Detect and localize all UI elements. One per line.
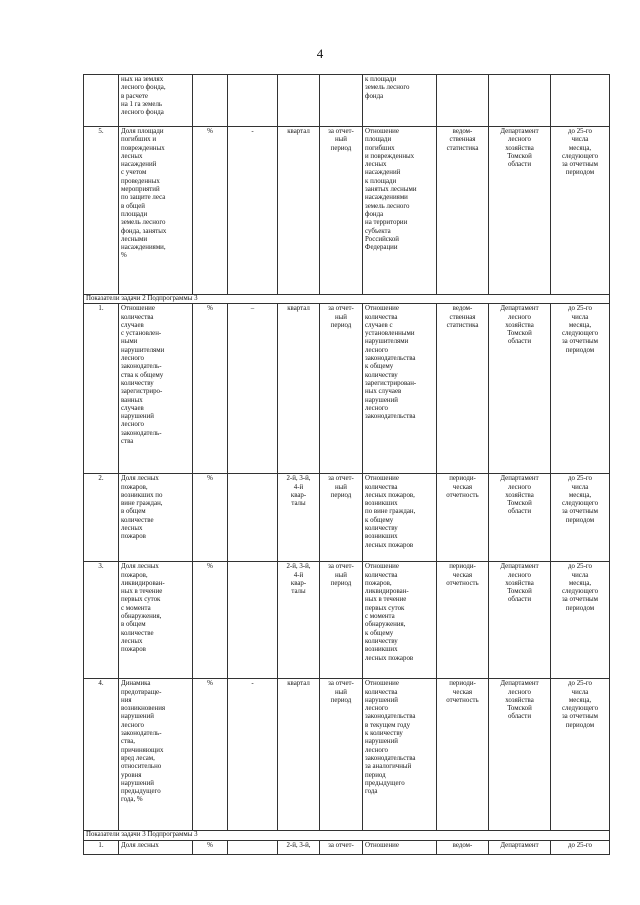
cell-num: 1. bbox=[84, 304, 119, 474]
table-row bbox=[84, 474, 610, 562]
cell-num: 3. bbox=[84, 562, 119, 679]
section-title: Показатели задачи 2 Подпрограммы 3 bbox=[84, 295, 610, 304]
cell-name: Доля лесных bbox=[119, 840, 193, 854]
cell-name: Доля лесных пожаров, возникших по вине граждан, в общем количестве лесных пожаров bbox=[119, 474, 193, 562]
cell-periodicity: 2-й, 3-й, 4-й квар- талы bbox=[278, 562, 320, 679]
cell-num bbox=[84, 75, 119, 127]
cell-period: за отчет- ный период bbox=[320, 304, 363, 474]
cell-unit: % bbox=[193, 679, 228, 831]
cell-deadline: до 25-го числа месяца, следующего за отчетным периодом bbox=[551, 679, 610, 831]
cell-deadline: до 25-го bbox=[551, 840, 610, 854]
section-title: Показатели задачи 3 Подпрограммы 3 bbox=[84, 831, 610, 840]
table-row bbox=[84, 304, 610, 474]
cell-source: ведом- ственная статистика bbox=[437, 127, 489, 295]
cell-periodicity bbox=[278, 75, 320, 127]
cell-unit: % bbox=[193, 127, 228, 295]
cell-unit: % bbox=[193, 474, 228, 562]
cell-responsible: Департамент bbox=[489, 840, 551, 854]
cell-deadline: до 25-го числа месяца, следующего за отчетным периодом bbox=[551, 474, 610, 562]
cell-deadline: до 25-го числа месяца, следующего за отчетным периодом bbox=[551, 127, 610, 295]
cell-name: Отношение количества случаев с установлен- ными нарушителями лесного законодатель- ства к общему количеству зарегистриро- ванных случаев нарушений лесного законодатель- ства bbox=[119, 304, 193, 474]
section-header-row bbox=[84, 831, 610, 840]
cell-name: Динамика предотвраще- ния возникновения нарушений лесного законодатель- ства, причиняющих вред лесам, относительно уровня нарушений предыдущего года, % bbox=[119, 679, 193, 831]
cell-unit: % bbox=[193, 840, 228, 854]
cell-source: периоди- ческая отчетность bbox=[437, 562, 489, 679]
cell-method: Отношение количества пожаров, ликвидирован- ных в течение первых суток с момента обнаружения, к общему количеству возникших лесных пожаров bbox=[363, 562, 437, 679]
cell-base bbox=[228, 75, 278, 127]
cell-method: Отношение количества случаев с установленными нарушителями лесного законодательства к общему количеству зарегистрирован- ных случаев нарушений лесного законодательства bbox=[363, 304, 437, 474]
cell-method: Отношение количества нарушений лесного законодательства в текущем году к количеству нарушений лесного законодательства за аналогичный период предыдущего года bbox=[363, 679, 437, 831]
cell-num: 1. bbox=[84, 840, 119, 854]
cell-name: Доля лесных пожаров, ликвидирован- ных в течение первых суток с момента обнаружения, в общем количестве лесных пожаров bbox=[119, 562, 193, 679]
section-header-row bbox=[84, 295, 610, 304]
cell-method: Отношение количества лесных пожаров, возникших по вине граждан, к общему количеству возникших лесных пожаров bbox=[363, 474, 437, 562]
cell-responsible: Департамент лесного хозяйства Томской области bbox=[489, 304, 551, 474]
cell-source: ведом- bbox=[437, 840, 489, 854]
indicators-table bbox=[83, 74, 610, 855]
cell-name: Доля площади погибших и поврежденных лесных насаждений с учетом проведенных мероприятий по защите леса в общей площади земель лесного фонда, занятых лесными насаждениями, % bbox=[119, 127, 193, 295]
page-number: 4 bbox=[316, 46, 324, 61]
cell-method: Отношение bbox=[363, 840, 437, 854]
table-row bbox=[84, 840, 610, 854]
cell-source: ведом- ственная статистика bbox=[437, 304, 489, 474]
table-row bbox=[84, 562, 610, 679]
cell-responsible: Департамент лесного хозяйства Томской области bbox=[489, 679, 551, 831]
table-row bbox=[84, 127, 610, 295]
cell-deadline: до 25-го числа месяца, следующего за отчетным периодом bbox=[551, 304, 610, 474]
cell-responsible: Департамент лесного хозяйства Томской области bbox=[489, 127, 551, 295]
cell-unit bbox=[193, 75, 228, 127]
cell-periodicity: 2-й, 3-й, bbox=[278, 840, 320, 854]
cell-base: - bbox=[228, 679, 278, 831]
table-body bbox=[84, 75, 610, 855]
cell-deadline: до 25-го числа месяца, следующего за отчетным периодом bbox=[551, 562, 610, 679]
cell-name: ных на землях лесного фонда, в расчете на 1 га земель лесного фонда bbox=[119, 75, 193, 127]
cell-period: за отчет- bbox=[320, 840, 363, 854]
cell-method: к площади земель лесного фонда bbox=[363, 75, 437, 127]
cell-responsible: Департамент лесного хозяйства Томской области bbox=[489, 474, 551, 562]
cell-num: 2. bbox=[84, 474, 119, 562]
cell-periodicity: квартал bbox=[278, 304, 320, 474]
cell-period bbox=[320, 75, 363, 127]
cell-num: 5. bbox=[84, 127, 119, 295]
table-row bbox=[84, 75, 610, 127]
cell-base bbox=[228, 562, 278, 679]
cell-periodicity: квартал bbox=[278, 127, 320, 295]
cell-method: Отношение площади погибших и поврежденных лесных насаждений к площади занятых лесными насаждениями земель лесного фонда на территории субъекта Российской Федерации bbox=[363, 127, 437, 295]
cell-source bbox=[437, 75, 489, 127]
cell-periodicity: 2-й, 3-й, 4-й квар- талы bbox=[278, 474, 320, 562]
cell-unit: % bbox=[193, 304, 228, 474]
cell-responsible bbox=[489, 75, 551, 127]
cell-num: 4. bbox=[84, 679, 119, 831]
cell-periodicity: квартал bbox=[278, 679, 320, 831]
cell-base bbox=[228, 840, 278, 854]
cell-period: за отчет- ный период bbox=[320, 474, 363, 562]
cell-source: периоди- ческая отчетность bbox=[437, 679, 489, 831]
cell-period: за отчет- ный период bbox=[320, 127, 363, 295]
cell-source: периоди- ческая отчетность bbox=[437, 474, 489, 562]
cell-base: - bbox=[228, 127, 278, 295]
cell-period: за отчет- ный период bbox=[320, 562, 363, 679]
cell-period: за отчет- ный период bbox=[320, 679, 363, 831]
cell-unit: % bbox=[193, 562, 228, 679]
cell-base bbox=[228, 474, 278, 562]
table-row bbox=[84, 679, 610, 831]
cell-deadline bbox=[551, 75, 610, 127]
cell-responsible: Департамент лесного хозяйства Томской области bbox=[489, 562, 551, 679]
cell-base: – bbox=[228, 304, 278, 474]
